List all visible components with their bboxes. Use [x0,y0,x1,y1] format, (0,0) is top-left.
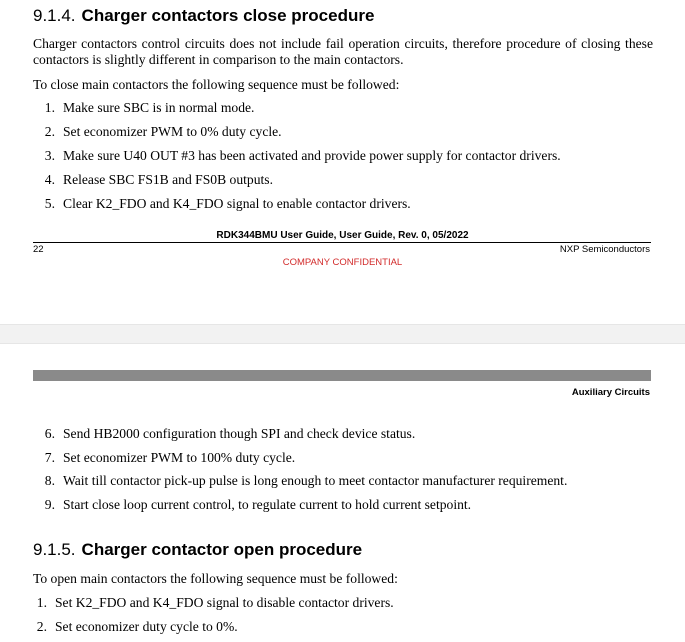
page-number: 22 [33,244,44,255]
list-text: Release SBC FS1B and FS0B outputs. [63,172,273,187]
list-number: 9. [44,497,55,512]
list-text: Make sure U40 OUT #3 has been activated and provide power supply for contactor drivers. [63,148,561,163]
section-heading [33,540,362,560]
list-number: 6. [44,426,55,441]
running-header: Auxiliary Circuits [571,387,650,398]
confidential-label: COMPANY CONFIDENTIAL [282,257,403,268]
list-item [33,450,295,466]
list-item [33,124,282,140]
section-number: 9.1.5. [33,540,76,559]
body-paragraph: Charger contactors control circuits does not include fail operation circuits, therefore procedure of closing these contactors is slightly different in comparison to the main contactors. [33,36,653,67]
list-text: Set economizer PWM to 100% duty cycle. [63,450,296,465]
list-text: Send HB2000 configuration though SPI and check device status. [63,426,416,441]
list-number: 1. [36,595,47,610]
list-text: Clear K2_FDO and K4_FDO signal to enable contactor drivers. [63,196,411,211]
list-number: 2. [36,619,47,634]
section-heading [33,6,374,26]
list-item [33,473,567,489]
list-item [33,196,411,212]
list-text: Set economizer PWM to 0% duty cycle. [63,124,282,139]
procedure-intro: To close main contactors the following sequence must be followed: [33,77,400,92]
list-number: 2. [44,124,55,139]
procedure-intro: To open main contactors the following sequence must be followed: [33,571,398,586]
section-title: Charger contactors close procedure [81,6,375,25]
footer-divider [33,242,651,243]
footer-vendor: NXP Semiconductors [559,244,650,255]
section-title: Charger contactor open procedure [81,540,363,559]
list-number: 7. [44,450,55,465]
list-text: Start close loop current control, to regulate current to hold current setpoint. [63,497,472,512]
header-bar [33,370,651,381]
list-text: Wait till contactor pick-up pulse is long enough to meet contactor manufacturer requirement. [63,473,568,488]
footer-doc-title: RDK344BMU User Guide, User Guide, Rev. 0, 05/2022 [216,230,469,241]
list-text: Set economizer duty cycle to 0%. [55,619,238,634]
list-item [25,619,238,635]
list-item [25,595,394,611]
list-text: Set K2_FDO and K4_FDO signal to disable contactor drivers. [55,595,394,610]
list-item [33,172,273,188]
list-item [33,497,471,513]
list-item [33,426,415,442]
list-item [33,148,561,164]
list-number: 3. [44,148,55,163]
list-number: 4. [44,172,55,187]
list-text: Make sure SBC is in normal mode. [63,100,255,115]
list-number: 1. [44,100,55,115]
list-number: 8. [44,473,55,488]
section-number: 9.1.4. [33,6,76,25]
list-item [33,100,254,116]
list-number: 5. [44,196,55,211]
page-separator [0,324,685,344]
